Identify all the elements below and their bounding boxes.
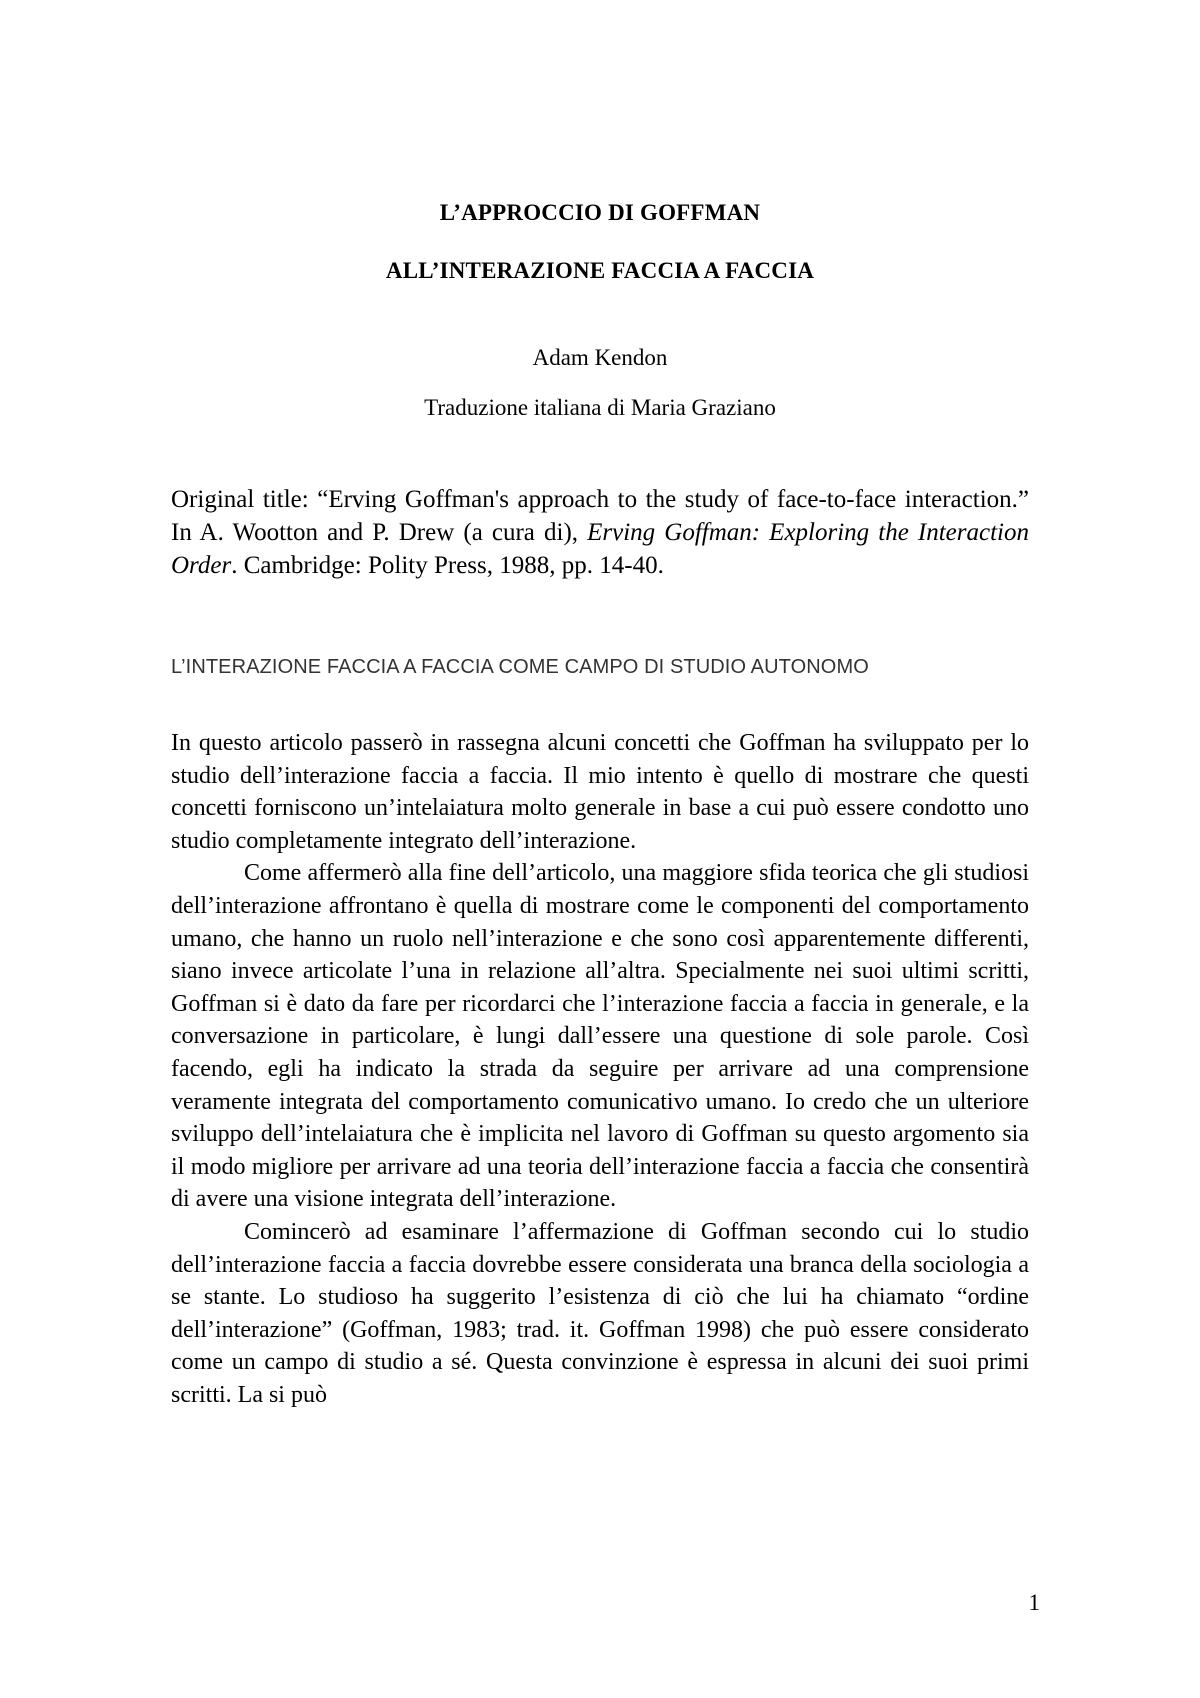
section-heading: L’INTERAZIONE FACCIA A FACCIA COME CAMPO DI STUDIO AUTONOMO (171, 656, 869, 678)
title-line-1: L’APPROCCIO DI GOFFMAN (439, 200, 761, 225)
translation-credit: Traduzione italiana di Maria Graziano (424, 395, 776, 420)
citation-suffix: . Cambridge: Polity Press, 1988, pp. 14-40. (231, 552, 664, 579)
author-name: Adam Kendon (532, 345, 668, 370)
original-title-citation (171, 483, 1029, 582)
paragraph-3: Comincerò ad esaminare l’affermazione di Goffman secondo cui lo studio dell’interazione faccia a faccia dovrebbe essere considerata una branca della sociologia a se stante. Lo studioso ha suggerito l’esistenza di ciò che lui ha chiamato “ordine dell’interazione” (Goffman, 1983; trad. it. Goffman 1998) che può essere considerato come un campo di studio a sé. Questa convinzione è espressa in alcuni dei suoi primi scritti. La si può (171, 1218, 1029, 1408)
paragraph-1: In questo articolo passerò in rassegna alcuni concetti che Goffman ha sviluppato per lo studio dell’interazione faccia a faccia. Il mio intento è quello di mostrare che questi concetti forniscono un’intelaiatura molto generale in base a cui può essere condotto uno studio completamente integrato dell’interazione. (171, 730, 1029, 854)
page-number: 1 (1028, 1590, 1040, 1615)
body-text (171, 727, 1029, 1411)
citation-prefix: Original title: “Erving Goffman's approach to the study of face-to-face interaction.” In A. Wootton and P. Drew (a cura di), (171, 486, 1029, 546)
citation-book-title: Erving Goffman: Exploring the Interaction Order (171, 519, 1029, 579)
paragraph-2: Come affermerò alla fine dell’articolo, una maggiore sfida teorica che gli studiosi dell’interazione affrontano è quella di mostrare come le componenti del comportamento umano, che hanno un ruolo nell’interazione e che sono così apparentemente differenti, siano invece articolate l’una in relazione all’altra. Specialmente nei suoi ultimi scritti, Goffman si è dato da fare per ricordarci che l’interazione faccia a faccia in generale, e la conversazione in particolare, è lungi dall’essere una questione di sole parole. Così facendo, egli ha indicato la strada da seguire per arrivare ad una comprensione veramente integrata del comportamento comunicativo umano. Io credo che un ulteriore sviluppo dell’intelaiatura che è implicita nel lavoro di Goffman su questo argomento sia il modo migliore per arrivare ad una teoria dell’interazione faccia a faccia che consentirà di avere una visione integrata dell’interazione. (171, 860, 1029, 1213)
title-line-2: ALL’INTERAZIONE FACCIA A FACCIA (385, 258, 815, 283)
